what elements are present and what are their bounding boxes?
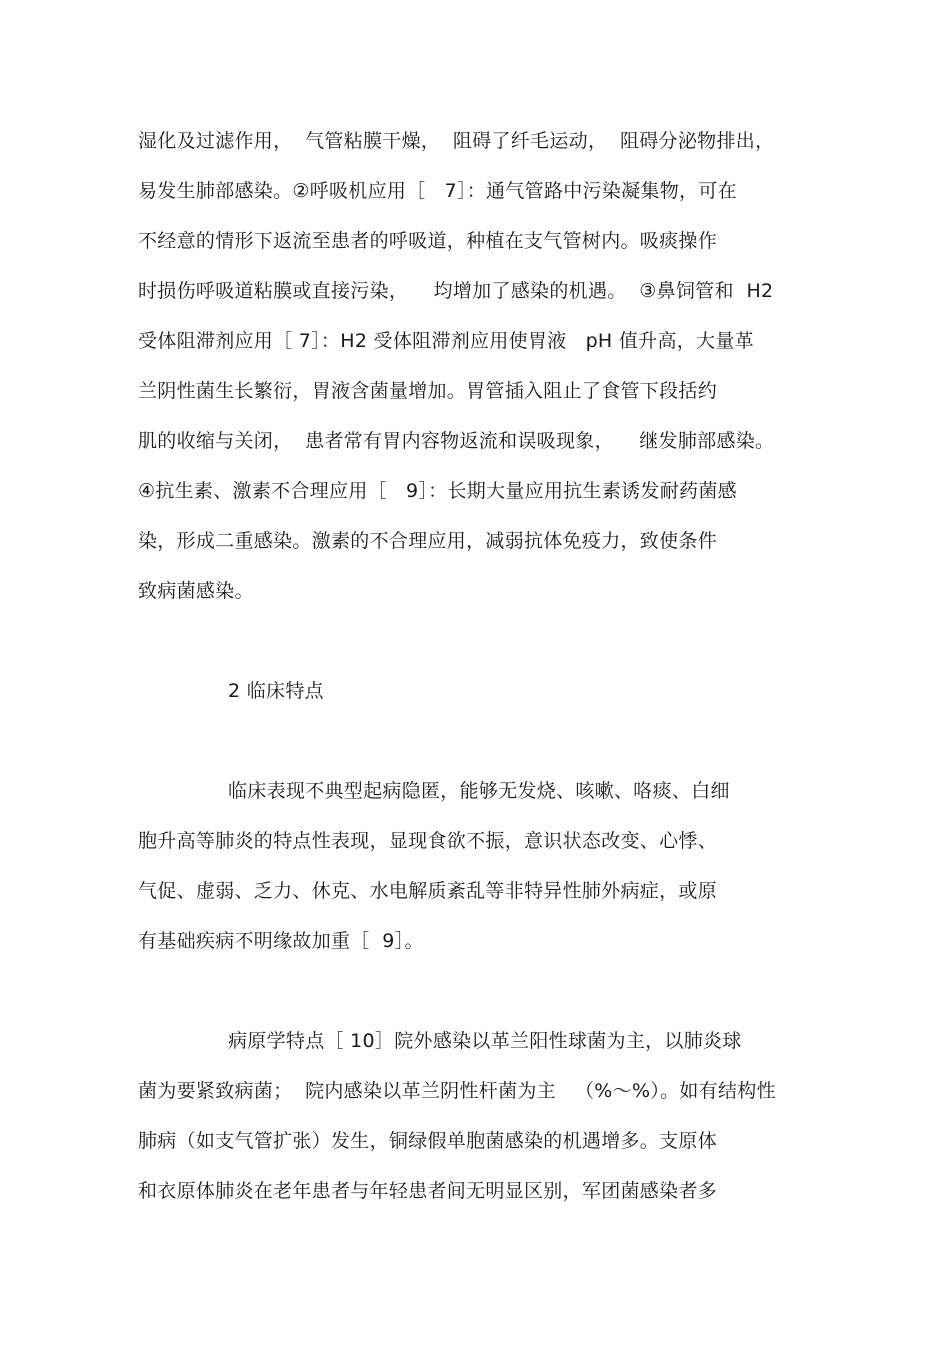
paragraph-1-line-3: 不经意的情形下返流至患者的呼吸道，种植在支气管树内。吸痰操作 <box>138 230 718 252</box>
paragraph-1-line-10: 致病菌感染。 <box>138 580 254 602</box>
paragraph-1-line-1: 湿化及过滤作用， 气管粘膜干燥， 阻碍了纤毛运动， 阻碍分泌物排出， <box>138 130 775 152</box>
paragraph-1-line-2: 易发生肺部感染。②呼吸机应用［ 7］：通气管路中污染凝集物，可在 <box>138 180 737 202</box>
paragraph-1-line-5: 受体阻滞剂应用［ 7］：H2 受体阻滞剂应用使胃液 pH 值升高，大量革 <box>138 330 754 352</box>
paragraph-1-line-4: 时损伤呼吸道粘膜或直接污染， 均增加了感染的机遇。 ③鼻饲管和 H2 <box>138 280 774 302</box>
paragraph-2-line-2: 胞升高等肺炎的特点性表现，显现食欲不振，意识状态改变、心悸、 <box>138 830 718 852</box>
paragraph-3-line-4: 和衣原体肺炎在老年患者与年轻患者间无明显区别，军团菌感染者多 <box>138 1180 718 1202</box>
paragraph-3-line-1: 病原学特点［ 10］院外感染以革兰阳性球菌为主，以肺炎球 <box>228 1030 742 1052</box>
paragraph-1-line-9: 染，形成二重感染。激素的不合理应用，减弱抗体免疫力，致使条件 <box>138 530 718 552</box>
paragraph-1-line-8: ④抗生素、激素不合理应用［ 9］：长期大量应用抗生素诱发耐药菌感 <box>138 480 737 502</box>
paragraph-2-line-4: 有基础疾病不明缘故加重［ 9］。 <box>138 930 424 952</box>
paragraph-1-line-7: 肌的收缩与关闭， 患者常有胃内容物返流和误吸现象， 继发肺部感染。 <box>138 430 775 452</box>
paragraph-3-line-3: 肺病（如支气管扩张）发生，铜绿假单胞菌感染的机遇增多。支原体 <box>138 1130 718 1152</box>
paragraph-3-line-2: 菌为要紧致病菌； 院内感染以革兰阴性杆菌为主 （%～%）。如有结构性 <box>138 1080 776 1102</box>
paragraph-2-line-1: 临床表现不典型起病隐匿，能够无发烧、咳嗽、咯痰、白细 <box>228 780 730 802</box>
section-heading: 2 临床特点 <box>228 680 324 702</box>
paragraph-2-line-3: 气促、虚弱、乏力、休克、水电解质紊乱等非特异性肺外病症，或原 <box>138 880 718 902</box>
paragraph-1-line-6: 兰阴性菌生长繁衍，胃液含菌量增加。胃管插入阻止了食管下段括约 <box>138 380 718 402</box>
